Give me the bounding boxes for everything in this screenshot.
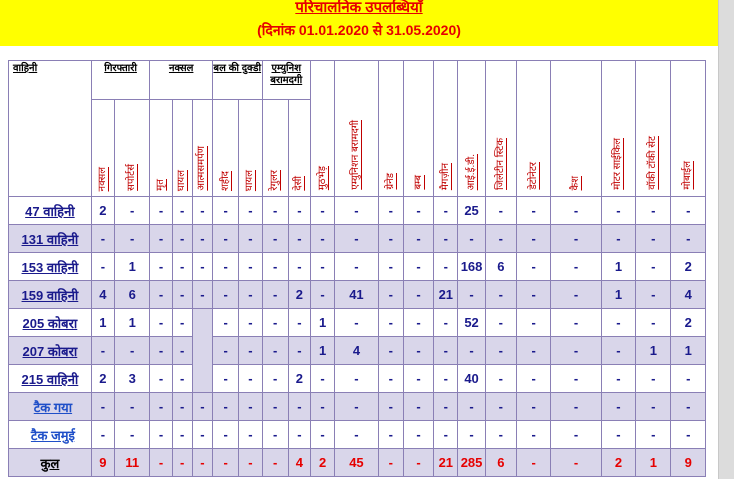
total-cell: 285: [458, 449, 485, 477]
table-cell: -: [192, 421, 212, 449]
table-cell: -: [288, 337, 310, 365]
col-header: रेगुलर: [262, 100, 288, 197]
table-cell: -: [239, 253, 262, 281]
table-cell: -: [239, 337, 262, 365]
table-cell: 2: [91, 197, 114, 225]
row-label: 215 वाहिनी: [9, 365, 92, 393]
table-cell: -: [150, 281, 172, 309]
total-cell: -: [172, 449, 192, 477]
table-cell: -: [310, 281, 334, 309]
group-header-ambush: एम्युनिश बरामदगी: [262, 61, 310, 100]
table-cell: -: [213, 337, 239, 365]
table-cell: -: [485, 421, 516, 449]
total-cell: -: [403, 449, 433, 477]
col-header: घायल: [239, 100, 262, 197]
table-cell: 1: [636, 337, 671, 365]
table-cell: -: [378, 365, 403, 393]
table-cell: -: [150, 309, 172, 337]
report-date-range: (दिनांक 01.01.2020 से 31.05.2020): [257, 22, 461, 38]
table-cell: -: [262, 337, 288, 365]
table-cell: -: [150, 365, 172, 393]
table-cell: -: [601, 309, 635, 337]
table-cell: -: [516, 281, 550, 309]
table-cell: -: [91, 225, 114, 253]
col-header: घायल: [172, 100, 192, 197]
table-cell: -: [378, 281, 403, 309]
table-cell: -: [636, 197, 671, 225]
table-cell: -: [516, 365, 550, 393]
col-header: जिलेटीन स्टिक: [485, 61, 516, 197]
col-header: ग्रेनेड: [378, 61, 403, 197]
table-cell: -: [551, 337, 602, 365]
table-cell: -: [213, 393, 239, 421]
col-header: आत्मसमर्पण: [192, 100, 212, 197]
total-cell: -: [239, 449, 262, 477]
row-label: 205 कोबरा: [9, 309, 92, 337]
table-cell: 1: [310, 309, 334, 337]
table-cell: -: [150, 197, 172, 225]
table-cell: -: [192, 253, 212, 281]
table-cell: -: [485, 197, 516, 225]
table-cell: 40: [458, 365, 485, 393]
table-cell: 41: [335, 281, 378, 309]
table-cell: -: [378, 337, 403, 365]
total-cell: 6: [485, 449, 516, 477]
table-cell: -: [671, 225, 706, 253]
table-cell: -: [172, 421, 192, 449]
row-label: टैक गया: [9, 393, 92, 421]
table-cell: -: [551, 197, 602, 225]
group-header-arrest: गिरफ्तारी: [91, 61, 150, 100]
table-cell: -: [192, 197, 212, 225]
table-cell: -: [671, 197, 706, 225]
table-cell: -: [310, 225, 334, 253]
table-cell: -: [434, 393, 458, 421]
table-cell: -: [239, 225, 262, 253]
table-cell: -: [551, 281, 602, 309]
table-cell: -: [458, 225, 485, 253]
table-row: [9, 309, 706, 337]
total-cell: 1: [636, 449, 671, 477]
total-cell: 2: [310, 449, 334, 477]
table-cell: -: [636, 421, 671, 449]
table-cell: -: [636, 253, 671, 281]
table-cell: -: [288, 309, 310, 337]
total-cell: 21: [434, 449, 458, 477]
table-cell: -: [403, 281, 433, 309]
table-cell: -: [335, 225, 378, 253]
table-cell: -: [601, 393, 635, 421]
group-header-security-forces: बल की दुक्डी: [213, 61, 262, 100]
total-cell: 11: [115, 449, 150, 477]
col-header: मोटर साईकिल: [601, 61, 635, 197]
table-cell: -: [310, 365, 334, 393]
table-cell: -: [213, 197, 239, 225]
table-cell: 25: [458, 197, 485, 225]
col-header: कैश: [551, 61, 602, 197]
table-cell: 2: [671, 253, 706, 281]
merged-empty-cell: [192, 309, 212, 393]
table-row: [9, 197, 706, 225]
table-cell: -: [516, 393, 550, 421]
table-cell: -: [262, 365, 288, 393]
table-cell: -: [172, 393, 192, 421]
table-cell: -: [192, 281, 212, 309]
total-cell: -: [378, 449, 403, 477]
table-cell: -: [378, 225, 403, 253]
total-cell: 45: [335, 449, 378, 477]
table-row: [9, 393, 706, 421]
table-cell: 4: [91, 281, 114, 309]
table-cell: -: [239, 197, 262, 225]
table-cell: -: [458, 421, 485, 449]
table-cell: -: [403, 309, 433, 337]
table-row: [9, 225, 706, 253]
table-cell: -: [601, 225, 635, 253]
table-row: [9, 253, 706, 281]
table-cell: -: [671, 365, 706, 393]
table-cell: -: [335, 365, 378, 393]
table-cell: -: [601, 365, 635, 393]
table-cell: -: [434, 309, 458, 337]
table-cell: -: [636, 225, 671, 253]
table-cell: 1: [310, 337, 334, 365]
table-row: [9, 365, 706, 393]
table-cell: -: [434, 365, 458, 393]
col-header: नक्सल: [91, 100, 114, 197]
table-cell: -: [288, 253, 310, 281]
table-cell: -: [671, 393, 706, 421]
row-label: 153 वाहिनी: [9, 253, 92, 281]
table-cell: -: [335, 421, 378, 449]
table-cell: -: [434, 253, 458, 281]
table-cell: -: [172, 309, 192, 337]
table-cell: -: [403, 393, 433, 421]
row-label: टैक जमुई: [9, 421, 92, 449]
table-cell: -: [601, 337, 635, 365]
table-cell: -: [115, 225, 150, 253]
row-label: 207 कोबरा: [9, 337, 92, 365]
table-cell: 6: [485, 253, 516, 281]
table-cell: -: [485, 225, 516, 253]
table-cell: -: [288, 393, 310, 421]
table-cell: -: [403, 337, 433, 365]
table-cell: -: [288, 225, 310, 253]
group-header-naxal: नक्सल: [150, 61, 213, 100]
table-cell: -: [172, 225, 192, 253]
table-cell: -: [150, 337, 172, 365]
table-cell: -: [485, 393, 516, 421]
total-cell: 9: [91, 449, 114, 477]
table-cell: -: [378, 197, 403, 225]
table-cell: -: [213, 365, 239, 393]
table-cell: -: [239, 365, 262, 393]
table-cell: -: [551, 365, 602, 393]
table-cell: -: [115, 421, 150, 449]
table-cell: -: [403, 365, 433, 393]
table-cell: -: [213, 225, 239, 253]
table-cell: -: [403, 253, 433, 281]
table-cell: -: [115, 393, 150, 421]
table-cell: 1: [115, 309, 150, 337]
col-header: बम्ब: [403, 61, 433, 197]
table-cell: -: [262, 309, 288, 337]
total-cell: -: [551, 449, 602, 477]
col-header: डेटोनेटर: [516, 61, 550, 197]
table-cell: -: [239, 393, 262, 421]
table-cell: -: [310, 253, 334, 281]
table-cell: -: [172, 197, 192, 225]
table-cell: -: [310, 421, 334, 449]
table-cell: -: [150, 225, 172, 253]
table-cell: 1: [601, 253, 635, 281]
table-cell: -: [636, 365, 671, 393]
table-cell: -: [262, 225, 288, 253]
total-cell: -: [262, 449, 288, 477]
table-cell: -: [335, 309, 378, 337]
table-cell: -: [378, 253, 403, 281]
corner-header: वाहिनी: [9, 61, 92, 197]
table-cell: -: [239, 309, 262, 337]
table-cell: 168: [458, 253, 485, 281]
table-cell: -: [288, 421, 310, 449]
table-cell: -: [403, 421, 433, 449]
table-cell: 52: [458, 309, 485, 337]
col-header: मैगज़ीन: [434, 61, 458, 197]
table-cell: -: [458, 281, 485, 309]
table-cell: -: [378, 393, 403, 421]
table-cell: 1: [671, 337, 706, 365]
table-cell: 1: [601, 281, 635, 309]
row-label: 47 वाहिनी: [9, 197, 92, 225]
table-cell: -: [551, 393, 602, 421]
total-cell: -: [213, 449, 239, 477]
table-cell: -: [150, 421, 172, 449]
col-header: मोबाईल: [671, 61, 706, 197]
table-cell: -: [403, 225, 433, 253]
table-cell: -: [91, 253, 114, 281]
table-cell: -: [288, 197, 310, 225]
table-cell: -: [172, 253, 192, 281]
table-cell: -: [335, 197, 378, 225]
table-cell: -: [551, 421, 602, 449]
vertical-scrollbar[interactable]: [718, 0, 734, 479]
table-cell: -: [378, 421, 403, 449]
table-cell: -: [192, 393, 212, 421]
table-cell: -: [262, 253, 288, 281]
table-cell: 4: [671, 281, 706, 309]
table-cell: -: [172, 337, 192, 365]
table-cell: -: [434, 337, 458, 365]
table-cell: -: [671, 421, 706, 449]
table-cell: -: [239, 281, 262, 309]
row-label: 131 वाहिनी: [9, 225, 92, 253]
total-cell: 9: [671, 449, 706, 477]
title-banner: [0, 0, 718, 46]
table-cell: -: [213, 421, 239, 449]
table-cell: -: [516, 421, 550, 449]
row-label: 159 वाहिनी: [9, 281, 92, 309]
table-cell: -: [91, 337, 114, 365]
table-cell: -: [516, 225, 550, 253]
table-cell: -: [458, 393, 485, 421]
table-cell: -: [213, 253, 239, 281]
table-cell: -: [172, 281, 192, 309]
total-cell: -: [516, 449, 550, 477]
table-cell: -: [485, 365, 516, 393]
table-cell: -: [335, 393, 378, 421]
table-cell: -: [239, 421, 262, 449]
table-cell: -: [213, 309, 239, 337]
table-cell: 6: [115, 281, 150, 309]
col-header: एम्युनिशन बरामदगी: [335, 61, 378, 197]
table-cell: -: [636, 309, 671, 337]
table-cell: -: [310, 197, 334, 225]
achievements-table: [8, 60, 706, 477]
table-cell: -: [516, 253, 550, 281]
col-header: सपोर्टर्स: [115, 100, 150, 197]
table-cell: 1: [91, 309, 114, 337]
table-cell: 21: [434, 281, 458, 309]
table-cell: -: [310, 393, 334, 421]
table-cell: -: [262, 197, 288, 225]
table-cell: -: [91, 421, 114, 449]
table-cell: -: [262, 421, 288, 449]
table-cell: 2: [288, 365, 310, 393]
table-cell: -: [551, 225, 602, 253]
table-cell: -: [636, 281, 671, 309]
table-cell: -: [601, 421, 635, 449]
table-row: [9, 281, 706, 309]
table-cell: -: [403, 197, 433, 225]
col-header: मृत: [150, 100, 172, 197]
table-cell: 2: [91, 365, 114, 393]
table-cell: -: [378, 309, 403, 337]
table-cell: -: [434, 421, 458, 449]
table-cell: -: [601, 197, 635, 225]
total-row: [9, 449, 706, 477]
table-cell: -: [115, 337, 150, 365]
table-cell: -: [516, 337, 550, 365]
table-cell: -: [150, 393, 172, 421]
total-cell: 4: [288, 449, 310, 477]
table-cell: -: [485, 309, 516, 337]
col-header: मुठभेड़: [310, 61, 334, 197]
total-cell: -: [150, 449, 172, 477]
table-cell: 2: [671, 309, 706, 337]
report-title: परिचालनिक उपलब्धियाँ: [295, 0, 423, 16]
table-cell: -: [335, 253, 378, 281]
col-header: वॉकी टॉकी सेट: [636, 61, 671, 197]
table-cell: 4: [335, 337, 378, 365]
table-cell: -: [551, 309, 602, 337]
table-cell: 1: [115, 253, 150, 281]
total-cell: -: [192, 449, 212, 477]
total-cell: 2: [601, 449, 635, 477]
table-cell: -: [213, 281, 239, 309]
col-header: शहीद: [213, 100, 239, 197]
table-cell: -: [262, 393, 288, 421]
table-cell: 2: [288, 281, 310, 309]
table-row: [9, 421, 706, 449]
col-header: देसी: [288, 100, 310, 197]
table-cell: -: [150, 253, 172, 281]
table-cell: -: [516, 197, 550, 225]
table-cell: -: [485, 337, 516, 365]
table-cell: -: [516, 309, 550, 337]
table-cell: 3: [115, 365, 150, 393]
table-cell: -: [91, 393, 114, 421]
table-cell: -: [551, 253, 602, 281]
table-cell: -: [172, 365, 192, 393]
col-header: आई.ई.डी.: [458, 61, 485, 197]
table-cell: -: [636, 393, 671, 421]
table-cell: -: [434, 225, 458, 253]
table-cell: -: [458, 337, 485, 365]
table-cell: -: [115, 197, 150, 225]
table-row: [9, 337, 706, 365]
table-cell: -: [192, 225, 212, 253]
table-cell: -: [262, 281, 288, 309]
total-label: कुल: [9, 449, 92, 477]
table-cell: -: [485, 281, 516, 309]
table-cell: -: [434, 197, 458, 225]
